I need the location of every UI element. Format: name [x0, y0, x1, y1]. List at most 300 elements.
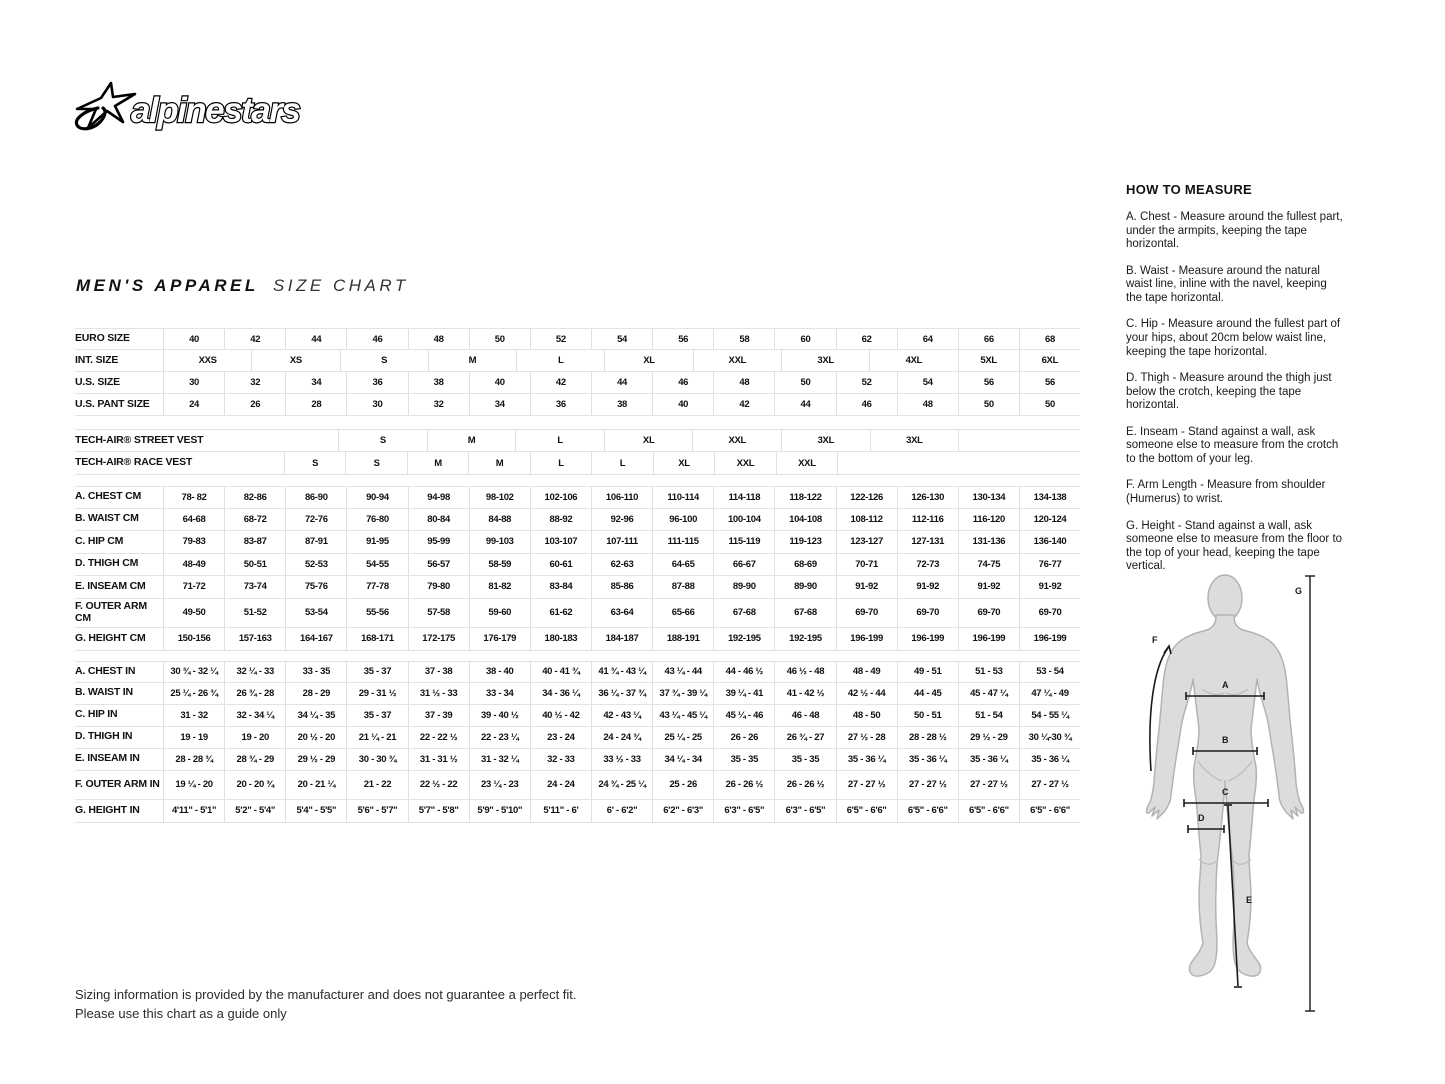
size-cell: 38 [408, 372, 469, 393]
size-cell: S [284, 452, 345, 474]
size-cell: 28 - 28 ¾ [163, 749, 224, 770]
table-row [75, 509, 1080, 532]
row-cells [163, 683, 1080, 704]
size-cell: 78- 82 [163, 487, 224, 508]
size-cell: 22 - 22 ½ [408, 727, 469, 748]
measure-instruction: C. Hip - Measure around the fullest part of your hips, about 20cm below waist line, keeping the tape horizontal. [1126, 318, 1341, 358]
table-row [75, 531, 1080, 554]
size-cell: 48 - 50 [836, 705, 897, 726]
size-cell: 31 ½ - 33 [408, 683, 469, 704]
height-line-label: G [1295, 586, 1303, 596]
size-cell: 48 - 49 [836, 662, 897, 682]
size-cell: 30 ¾ - 32 ¼ [163, 662, 224, 682]
row-cells [163, 394, 1080, 415]
size-cell: 54 - 55 ¼ [1019, 705, 1080, 726]
size-cell: 50 - 51 [897, 705, 958, 726]
size-cell: 58 [713, 329, 774, 349]
size-cell: 192-195 [713, 628, 774, 650]
row-label: D. THIGH CM [75, 557, 139, 570]
size-cell: 33 - 35 [285, 662, 346, 682]
size-cell: 46 [836, 394, 897, 415]
size-cell: 35 - 37 [346, 662, 407, 682]
size-cell: XXL [776, 452, 837, 474]
size-cell: 65-66 [652, 599, 713, 627]
size-cell: 29 ½ - 29 [958, 727, 1019, 748]
size-cell: 3XL [781, 430, 870, 451]
size-cell: 41 - 42 ½ [774, 683, 835, 704]
size-cell: 73-74 [224, 576, 285, 598]
row-label: INT. SIZE [75, 353, 119, 366]
size-cell: 48-49 [163, 554, 224, 576]
row-cells [163, 800, 1080, 822]
size-cell: 106-110 [591, 487, 652, 508]
footer-line-2: Please use this chart as a guide only [75, 1005, 287, 1021]
size-cell: 58-59 [469, 554, 530, 576]
size-cell: 20 - 21 ¼ [285, 771, 346, 799]
row-cells [163, 576, 1080, 598]
size-cell: 88-92 [530, 509, 591, 531]
size-cell: 57-58 [408, 599, 469, 627]
row-cells [163, 554, 1080, 576]
row-cells [163, 705, 1080, 726]
size-cell: 72-73 [897, 554, 958, 576]
alpinestars-logo-art [73, 80, 325, 138]
size-cell: 40 [652, 394, 713, 415]
row-cells [163, 662, 1080, 682]
table-row [75, 554, 1080, 577]
size-cell: 40 ½ - 42 [530, 705, 591, 726]
size-cell: 31 - 31 ½ [408, 749, 469, 770]
size-cell: XS [251, 350, 339, 371]
size-cell: 75-76 [285, 576, 346, 598]
size-cell: 52 [836, 372, 897, 393]
figure-head [1208, 575, 1242, 621]
size-cell: 69-70 [836, 599, 897, 627]
row-cells [163, 350, 1080, 371]
size-cell: 87-88 [652, 576, 713, 598]
row-cells [163, 628, 1080, 650]
row-label: C. HIP IN [75, 708, 118, 721]
size-cell: 27 - 27 ½ [1019, 771, 1080, 799]
size-cell: 39 ¼ - 41 [713, 683, 774, 704]
size-cell: 5XL [958, 350, 1019, 371]
size-cell: 42 ½ - 44 [836, 683, 897, 704]
size-cell: 22 ½ - 22 [408, 771, 469, 799]
size-cell: 107-111 [591, 531, 652, 553]
size-cell: 102-106 [530, 487, 591, 508]
table-row [75, 599, 1080, 628]
size-cell: XL [653, 452, 714, 474]
size-cell: 35 - 37 [346, 705, 407, 726]
size-cell: 6'2" - 6'3" [652, 800, 713, 822]
size-cell: 33 ½ - 33 [591, 749, 652, 770]
table-row [75, 394, 1080, 416]
row-label: A. CHEST CM [75, 490, 142, 503]
size-cell: 66 [958, 329, 1019, 349]
alpinestars-logo [73, 80, 325, 143]
size-cell: 56 [652, 329, 713, 349]
size-cell: 134-138 [1019, 487, 1080, 508]
size-cell: L [516, 350, 604, 371]
size-cell: 35 - 35 [713, 749, 774, 770]
size-cell: 32 [408, 394, 469, 415]
size-cell: 6'5" - 6'6" [897, 800, 958, 822]
size-cell: 20 - 20 ¾ [224, 771, 285, 799]
size-cell: 56 [958, 372, 1019, 393]
size-cell: 79-80 [408, 576, 469, 598]
size-cell: 136-140 [1019, 531, 1080, 553]
table-gap [75, 651, 1080, 661]
size-cell: 96-100 [652, 509, 713, 531]
size-cell: 6'3" - 6'5" [713, 800, 774, 822]
size-cell: 118-122 [774, 487, 835, 508]
size-cell: 172-175 [408, 628, 469, 650]
size-cell: 25 - 26 [652, 771, 713, 799]
size-cell: 24 ¾ - 25 ¼ [591, 771, 652, 799]
row-cells [163, 430, 1080, 451]
row-cells [163, 771, 1080, 799]
measure-instruction: D. Thigh - Measure around the thigh just below the crotch, keeping the tape horizontal. [1126, 372, 1332, 412]
size-cell: 83-84 [530, 576, 591, 598]
size-cell: 36 [346, 372, 407, 393]
size-cell: 112-116 [897, 509, 958, 531]
size-cell: 92-96 [591, 509, 652, 531]
size-cell: 26 - 26 ½ [774, 771, 835, 799]
size-cell: 24 [163, 394, 224, 415]
size-cell: 35 - 36 ¼ [897, 749, 958, 770]
size-cell: 23 - 24 [530, 727, 591, 748]
size-cell: 116-120 [958, 509, 1019, 531]
size-cell: 48 [897, 394, 958, 415]
size-cell: 126-130 [897, 487, 958, 508]
size-cell: 5'11" - 6' [530, 800, 591, 822]
size-cell: 150-156 [163, 628, 224, 650]
size-cell: 31 - 32 ¼ [469, 749, 530, 770]
size-cell: 51-52 [224, 599, 285, 627]
size-cell: 25 ¼ - 25 [652, 727, 713, 748]
size-cell: 48 [713, 372, 774, 393]
size-cell: 26 [224, 394, 285, 415]
row-cells [163, 372, 1080, 393]
measure-instruction: F. Arm Length - Measure from shoulder (Humerus) to wrist. [1126, 479, 1326, 505]
size-cell: XXL [714, 452, 775, 474]
hip-line-label: C [1222, 787, 1229, 797]
size-cell: 180-183 [530, 628, 591, 650]
table-row [75, 486, 1080, 509]
size-cell: 89-90 [774, 576, 835, 598]
row-label: E. INSEAM CM [75, 579, 146, 592]
size-cell: 164-167 [285, 628, 346, 650]
table-row [75, 576, 1080, 599]
body-diagram-art [1140, 571, 1320, 1021]
size-cell: 37 - 38 [408, 662, 469, 682]
row-label: G. HEIGHT CM [75, 631, 146, 644]
table-row [75, 749, 1080, 771]
size-cell: 80-84 [408, 509, 469, 531]
size-cell: 26 - 26 ½ [713, 771, 774, 799]
size-cell: 28 - 28 ½ [897, 727, 958, 748]
size-cell: 50 [958, 394, 1019, 415]
size-cell: XXL [692, 430, 781, 451]
size-cell: 192-195 [774, 628, 835, 650]
size-cell: 130-134 [958, 487, 1019, 508]
size-cell: 98-102 [469, 487, 530, 508]
row-label: C. HIP CM [75, 534, 124, 547]
size-cell: 67-68 [774, 599, 835, 627]
size-cell: 4'11" - 5'1" [163, 800, 224, 822]
size-cell: 91-92 [1019, 576, 1080, 598]
table-row [75, 429, 1080, 452]
size-cell: 84-88 [469, 509, 530, 531]
size-cell: 111-115 [652, 531, 713, 553]
size-cell: 68-72 [224, 509, 285, 531]
size-cell: 60 [774, 329, 835, 349]
size-cell: 104-108 [774, 509, 835, 531]
size-cell: 34 ¼ - 34 [652, 749, 713, 770]
size-cell: 38 [591, 394, 652, 415]
row-label: EURO SIZE [75, 332, 130, 345]
size-cell: 68 [1019, 329, 1080, 349]
how-to-measure-heading: HOW TO MEASURE [1126, 182, 1253, 197]
size-cell: 74-75 [958, 554, 1019, 576]
inseam-line-label: E [1246, 895, 1253, 905]
size-cell: 6'5" - 6'6" [836, 800, 897, 822]
size-cell: 91-95 [346, 531, 407, 553]
size-cell: 43 ¼ - 45 ¼ [652, 705, 713, 726]
size-cell: 50 [469, 329, 530, 349]
size-cell: 79-83 [163, 531, 224, 553]
size-cell: 176-179 [469, 628, 530, 650]
row-cells [163, 329, 1080, 349]
size-cell: 6'5" - 6'6" [958, 800, 1019, 822]
size-cell: 27 - 27 ½ [897, 771, 958, 799]
size-cell: 34 - 36 ¼ [530, 683, 591, 704]
table-gap [75, 475, 1080, 486]
size-cell: 94-98 [408, 487, 469, 508]
size-cell: 86-90 [285, 487, 346, 508]
logo-wordmark: alpinestars [131, 91, 300, 130]
size-cell: 3XL [781, 350, 869, 371]
size-cell: 52-53 [285, 554, 346, 576]
size-cell: 30 - 30 ¾ [346, 749, 407, 770]
size-cell: 91-92 [836, 576, 897, 598]
size-cell: 67-68 [713, 599, 774, 627]
size-cell: 45 - 47 ¼ [958, 683, 1019, 704]
size-cell: 26 - 26 [713, 727, 774, 748]
size-cell: 42 [713, 394, 774, 415]
size-cell: 196-199 [836, 628, 897, 650]
arm-line-label: F [1152, 635, 1158, 645]
empty-cell [837, 452, 1080, 474]
table-row [75, 800, 1080, 823]
size-cell: 50 [774, 372, 835, 393]
size-cell: 39 - 40 ½ [469, 705, 530, 726]
row-cells [163, 749, 1080, 770]
size-table [75, 328, 1080, 823]
size-cell: 49 - 51 [897, 662, 958, 682]
size-cell: 5'4" - 5'5" [285, 800, 346, 822]
size-cell: 56-57 [408, 554, 469, 576]
size-cell: 122-126 [836, 487, 897, 508]
size-cell: 62-63 [591, 554, 652, 576]
size-cell: 49-50 [163, 599, 224, 627]
size-cell: L [515, 430, 604, 451]
size-cell: 33 - 34 [469, 683, 530, 704]
size-cell: 40 [469, 372, 530, 393]
size-cell: 38 - 40 [469, 662, 530, 682]
size-cell: 23 ¼ - 23 [469, 771, 530, 799]
size-cell: 34 [285, 372, 346, 393]
row-cells [163, 727, 1080, 748]
table-row [75, 771, 1080, 800]
size-cell: 76-77 [1019, 554, 1080, 576]
row-label: U.S. PANT SIZE [75, 397, 150, 410]
size-cell: 47 ¼ - 49 [1019, 683, 1080, 704]
size-cell: 53-54 [285, 599, 346, 627]
size-cell: 90-94 [346, 487, 407, 508]
size-cell: 54 [591, 329, 652, 349]
size-cell: 6' - 6'2" [591, 800, 652, 822]
size-cell: 26 ¾ - 27 [774, 727, 835, 748]
size-cell: 30 ¼-30 ¾ [1019, 727, 1080, 748]
size-cell: 119-123 [774, 531, 835, 553]
measure-instruction: A. Chest - Measure around the fullest part, under the armpits, keeping the tape horizontal. [1126, 211, 1343, 251]
size-cell: 89-90 [713, 576, 774, 598]
row-label: U.S. SIZE [75, 375, 120, 388]
size-cell: 69-70 [1019, 599, 1080, 627]
size-cell: 45 ¼ - 46 [713, 705, 774, 726]
size-cell: 54 [897, 372, 958, 393]
size-cell: 91-92 [897, 576, 958, 598]
size-cell: 100-104 [713, 509, 774, 531]
page-title [76, 276, 409, 296]
size-cell: 188-191 [652, 628, 713, 650]
table-row [75, 328, 1080, 350]
size-cell: M [427, 430, 516, 451]
size-cell: 48 [408, 329, 469, 349]
footer-note [75, 986, 577, 1024]
size-cell: 44 - 46 ½ [713, 662, 774, 682]
size-cell: 24 - 24 ¾ [591, 727, 652, 748]
table-row [75, 628, 1080, 651]
size-cell: 51 - 53 [958, 662, 1019, 682]
size-cell: 36 [530, 394, 591, 415]
size-cell: 196-199 [897, 628, 958, 650]
size-cell: 64-68 [163, 509, 224, 531]
size-cell: 123-127 [836, 531, 897, 553]
row-label: G. HEIGHT IN [75, 803, 140, 816]
size-cell: 40 - 41 ¾ [530, 662, 591, 682]
title-main: MEN'S APPAREL [76, 276, 259, 295]
size-cell: 30 [163, 372, 224, 393]
row-cells [163, 509, 1080, 531]
size-cell: 70-71 [836, 554, 897, 576]
size-cell: 27 - 27 ½ [836, 771, 897, 799]
size-cell: 184-187 [591, 628, 652, 650]
size-cell: S [340, 350, 428, 371]
size-cell: 30 [346, 394, 407, 415]
size-cell: 131-136 [958, 531, 1019, 553]
size-cell: 35 - 36 ¼ [836, 749, 897, 770]
size-cell: 53 - 54 [1019, 662, 1080, 682]
size-cell: 69-70 [897, 599, 958, 627]
size-cell: 83-87 [224, 531, 285, 553]
row-label: F. OUTER ARM IN [75, 777, 160, 790]
size-cell: 27 ½ - 28 [836, 727, 897, 748]
size-cell: 44 [285, 329, 346, 349]
size-cell: 28 ¾ - 29 [224, 749, 285, 770]
row-cells [163, 599, 1080, 627]
size-cell: 50-51 [224, 554, 285, 576]
row-cells [163, 452, 1080, 474]
size-cell: 42 [224, 329, 285, 349]
size-cell: 36 ¼ - 37 ¾ [591, 683, 652, 704]
table-row [75, 452, 1080, 475]
size-cell: 34 [469, 394, 530, 415]
size-cell: 19 - 20 [224, 727, 285, 748]
size-cell: 29 ½ - 29 [285, 749, 346, 770]
empty-cell [958, 430, 1080, 451]
size-cell: 35 - 36 ¼ [1019, 749, 1080, 770]
size-cell: XL [604, 430, 693, 451]
waist-line-label: B [1222, 735, 1229, 745]
table-row [75, 350, 1080, 372]
footer-line-1: Sizing information is provided by the manufacturer and does not guarantee a perfect fit. [75, 987, 577, 1002]
astar-icon [76, 83, 135, 129]
size-cell: 5'7" - 5'8" [408, 800, 469, 822]
size-cell: 46 [652, 372, 713, 393]
size-cell: 19 ¼ - 20 [163, 771, 224, 799]
body-diagram [1140, 571, 1320, 1026]
chest-line-label: A [1222, 680, 1229, 690]
size-cell: 69-70 [958, 599, 1019, 627]
table-row [75, 727, 1080, 749]
size-cell: 35 - 36 ¼ [958, 749, 1019, 770]
size-cell: 59-60 [469, 599, 530, 627]
size-cell: L [591, 452, 652, 474]
table-row [75, 683, 1080, 705]
size-cell: M [468, 452, 529, 474]
size-cell: 42 - 43 ¼ [591, 705, 652, 726]
row-label: B. WAIST IN [75, 686, 133, 699]
size-cell: 31 - 32 [163, 705, 224, 726]
size-cell: 32 [224, 372, 285, 393]
size-cell: 25 ¼ - 26 ¾ [163, 683, 224, 704]
table-row [75, 705, 1080, 727]
size-cell: 6XL [1019, 350, 1080, 371]
size-cell: M [428, 350, 516, 371]
size-cell: 44 [591, 372, 652, 393]
size-cell: 71-72 [163, 576, 224, 598]
row-cells [163, 531, 1080, 553]
thigh-line-label: D [1198, 813, 1205, 823]
row-label: TECH-AIR® STREET VEST [75, 433, 204, 446]
size-cell: 66-67 [713, 554, 774, 576]
size-cell: 52 [530, 329, 591, 349]
row-label: F. OUTER ARM CM [75, 599, 147, 624]
size-cell: 91-92 [958, 576, 1019, 598]
size-cell: 20 ½ - 20 [285, 727, 346, 748]
size-cell: 81-82 [469, 576, 530, 598]
measure-instruction: E. Inseam - Stand against a wall, ask someone else to measure from the crotch to the bottom of your leg. [1126, 425, 1339, 465]
size-cell: 40 [163, 329, 224, 349]
size-cell: 82-86 [224, 487, 285, 508]
row-cells [163, 487, 1080, 508]
size-cell: 87-91 [285, 531, 346, 553]
size-cell: 46 - 48 [774, 705, 835, 726]
size-cell: 6'3" - 6'5" [774, 800, 835, 822]
size-cell: 157-163 [224, 628, 285, 650]
